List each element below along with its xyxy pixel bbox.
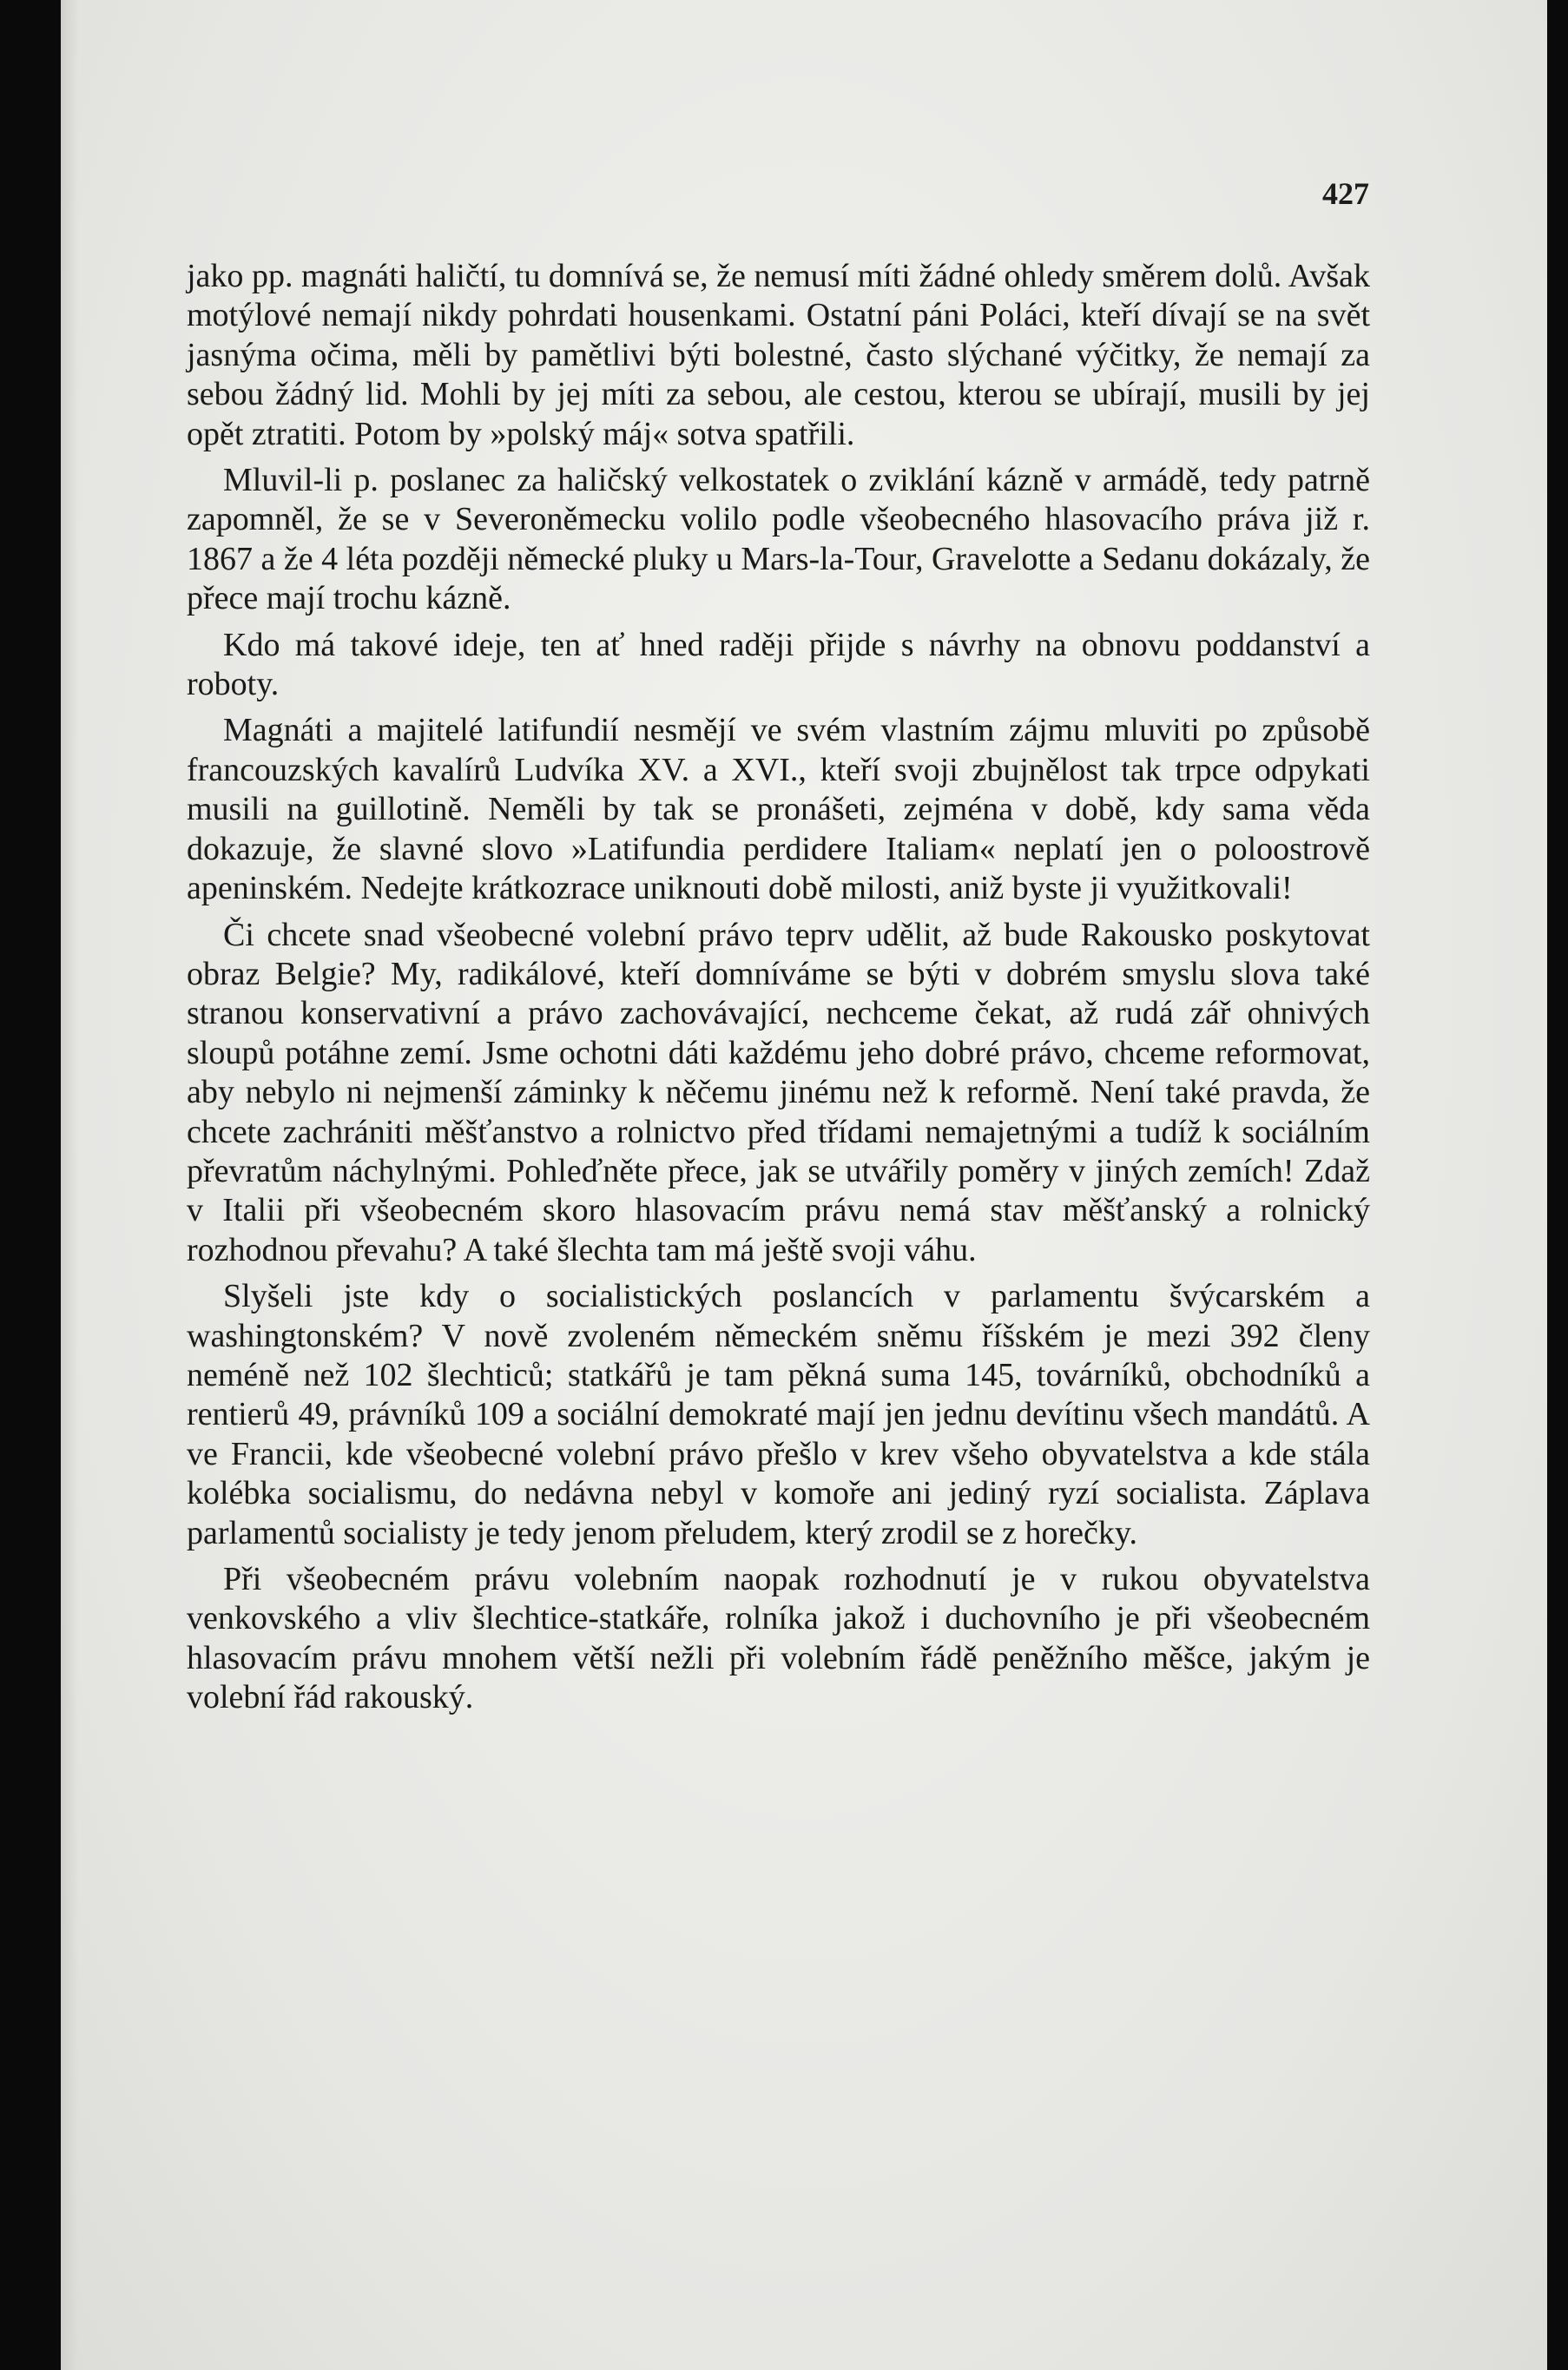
page-number: 427 <box>1322 176 1369 211</box>
paragraph-5: Či chcete snad všeobecné volební právo teprv udělit, až bude Rakousko poskytovat obraz Belgie? My, radikálové, kteří domníváme se býti v dobrém smyslu slova také stranou konservativní a právo zachovávající, nechceme čekat, až rudá zář ohnivých sloupů potáhne zemí. Jsme ochotni dáti každému jeho dobré právo, chceme reformovat, aby nebylo ni nejmenší záminky k něčemu jinému než k reformě. Není také pravda, že chcete zachrániti měšťanstvo a rolnictvo před třídami nemajetnými a tudíž k sociálním převratům náchylnými. Pohleďněte přece, jak se utvářily poměry v jiných zemích! Zdaž v Italii při všeobecném skoro hlasovacím právu nemá stav měšťanský a rolnický rozhodnou převahu? A také šlechta tam má ještě svoji váhu. <box>187 916 1370 1268</box>
paragraph-7: Při všeobecném právu volebním naopak rozhodnutí je v rukou obyvatelstva venkovského a vliv šlechtice-statkáře, rolníka jakož i duchovního je při všeobecném hlasovacím právu mnohem větší nežli při volebním řádě peněžního měšce, jakým je volební řád rakouský. <box>187 1561 1370 1716</box>
book-page <box>61 0 1547 2370</box>
paragraph-1: jako pp. magnáti haličtí, tu domnívá se, že nemusí míti žádné ohledy směrem dolů. Avšak motýlové nemají nikdy pohrdati housenkami. Ostatní páni Poláci, kteří dívají se na svět jasnýma očima, měli by pamětlivi býti bolestné, často slýchané výčitky, že nemají za sebou žádný lid. Mohli by jej míti za sebou, ale cestou, kterou se ubírají, musili by jej opět ztratiti. Potom by »polský máj« sotva spatřili. <box>187 258 1370 452</box>
paragraph-4: Magnáti a majitelé latifundií nesmějí ve svém vlastním zájmu mluviti po způsobě francouzských kavalírů Ludvíka XV. a XVI., kteří svoji zbujnělost tak trpce odpykati musili na guillotině. Neměli by tak se pronášeti, zejména v době, kdy sama věda dokazuje, že slavné slovo »Latifundia perdidere Italiam« neplatí jen o poloostrově apeninském. Nedejte krátkozrace uniknouti době milosti, aniž byste ji využitkovali! <box>187 712 1370 907</box>
paragraph-3: Kdo má takové ideje, ten ať hned raději přijde s návrhy na obnovu poddanství a roboty. <box>187 626 1370 703</box>
paragraph-2: Mluvil-li p. poslanec za haličský velkostatek o zviklání kázně v armádě, tedy patrně zapomněl, že se v Severoněmecku volilo podle všeobecného hlasovacího práva již r. 1867 a že 4 léta později německé pluky u Mars-la-Tour, Gravelotte a Sedanu dokázaly, že přece mají trochu kázně. <box>187 462 1370 617</box>
paragraph-6: Slyšeli jste kdy o socialistických poslancích v parlamentu švýcarském a washingtonském? V nově zvoleném německém sněmu říšském je mezi 392 členy neméně než 102 šlechticů; statkářů je tam pěkná suma 145, továrníků, obchodníků a rentierů 49, právníků 109 a sociální demokraté mají jen jednu devítinu všech mandátů. A ve Francii, kde všeobecné volební právo přešlo v krev všeho obyvatelstva a kde stála kolébka socialismu, do nedávna nebyl v komoře ani jediný ryzí socialista. Záplava parlamentů socialisty je tedy jenom přeludem, který zrodil se z horečky. <box>187 1278 1370 1551</box>
body-text <box>187 257 1370 1718</box>
